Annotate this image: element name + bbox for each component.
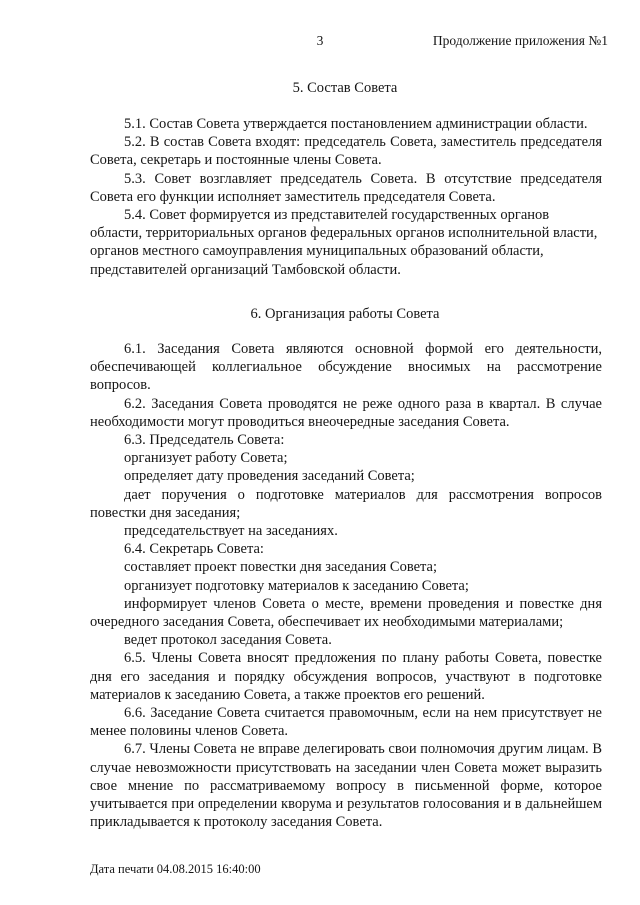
paragraph-6-4: 6.4. Секретарь Совета: bbox=[124, 541, 264, 558]
secretary-duty-3: информирует членов Совета о месте, времени проведения и повестке дня очередного заседания Совета, обеспечивает их необходимыми материалами; bbox=[90, 595, 602, 631]
paragraph-6-5: 6.5. Члены Совета вносят предложения по плану работы Совета, повестке дня его заседания и порядку обсуждения вопросов, участвуют в подготовке материалов к заседанию Совета, а также проектов его решений. bbox=[90, 650, 602, 703]
paragraph-6-7: 6.7. Члены Совета не вправе делегировать свои полномочия другим лицам. В случае невозможности присутствовать на заседании член Совета может выразить свое мнение по рассматриваемому вопросу в письменной форме, которое учитывается при определении кворума и результатов голосования и в дальнейшем прикладывается к протоколу заседания Совета. bbox=[90, 741, 602, 831]
paragraph-6-3: 6.3. Председатель Совета: bbox=[124, 432, 285, 449]
secretary-duty-4: ведет протокол заседания Совета. bbox=[124, 632, 332, 649]
chairman-duty-3: дает поручения о подготовке материалов для рассмотрения вопросов повестки дня заседания; bbox=[90, 486, 602, 521]
section-5-body bbox=[90, 115, 602, 279]
section-6-body bbox=[90, 340, 602, 831]
paragraph-5-3: 5.3. Совет возглавляет председатель Совета. В отсутствие председателя Совета его функции исполняет заместитель председателя Совета. bbox=[90, 170, 602, 205]
section-6-title: 6. Организация работы Совета bbox=[250, 306, 440, 322]
page-number: 3 bbox=[316, 33, 324, 48]
chairman-duty-2: определяет дату проведения заседаний Совета; bbox=[124, 468, 415, 485]
paragraph-5-4: 5.4. Совет формируется из представителей государственных органов области, территориальных органов федеральных органов исполнительной власти, органов местного самоуправления муниципальных образований области, представителей организаций Тамбовской области. bbox=[90, 207, 598, 278]
paragraph-6-1: 6.1. Заседания Совета являются основной формой его деятельности, обеспечивающей коллегиальное обсуждение вносимых на рассмотрение вопросов. bbox=[90, 341, 602, 394]
chairman-duty-4: председательствует на заседаниях. bbox=[124, 523, 338, 540]
appendix-continuation-label: Продолжение приложения №1 bbox=[432, 33, 608, 48]
print-date: Дата печати 04.08.2015 16:40:00 bbox=[90, 862, 261, 876]
paragraph-5-1: 5.1. Состав Совета утверждается постановлением администрации области. bbox=[124, 116, 588, 132]
secretary-duty-2: организует подготовку материалов к заседанию Совета; bbox=[124, 577, 469, 594]
secretary-duty-1: составляет проект повестки дня заседания Совета; bbox=[124, 559, 438, 576]
chairman-duty-1: организует работу Совета; bbox=[124, 450, 288, 467]
paragraph-6-6: 6.6. Заседание Совета считается правомочным, если на нем присутствует не менее половины членов Совета. bbox=[90, 705, 602, 740]
paragraph-6-2: 6.2. Заседания Совета проводятся не реже одного раза в квартал. В случае необходимости могут проводиться внеочередные заседания Совета. bbox=[90, 395, 602, 430]
section-5-title: 5. Состав Совета bbox=[292, 80, 398, 96]
paragraph-5-2: 5.2. В состав Совета входят: председатель Совета, заместитель председателя Совета, секретарь и постоянные члены Совета. bbox=[90, 134, 602, 169]
